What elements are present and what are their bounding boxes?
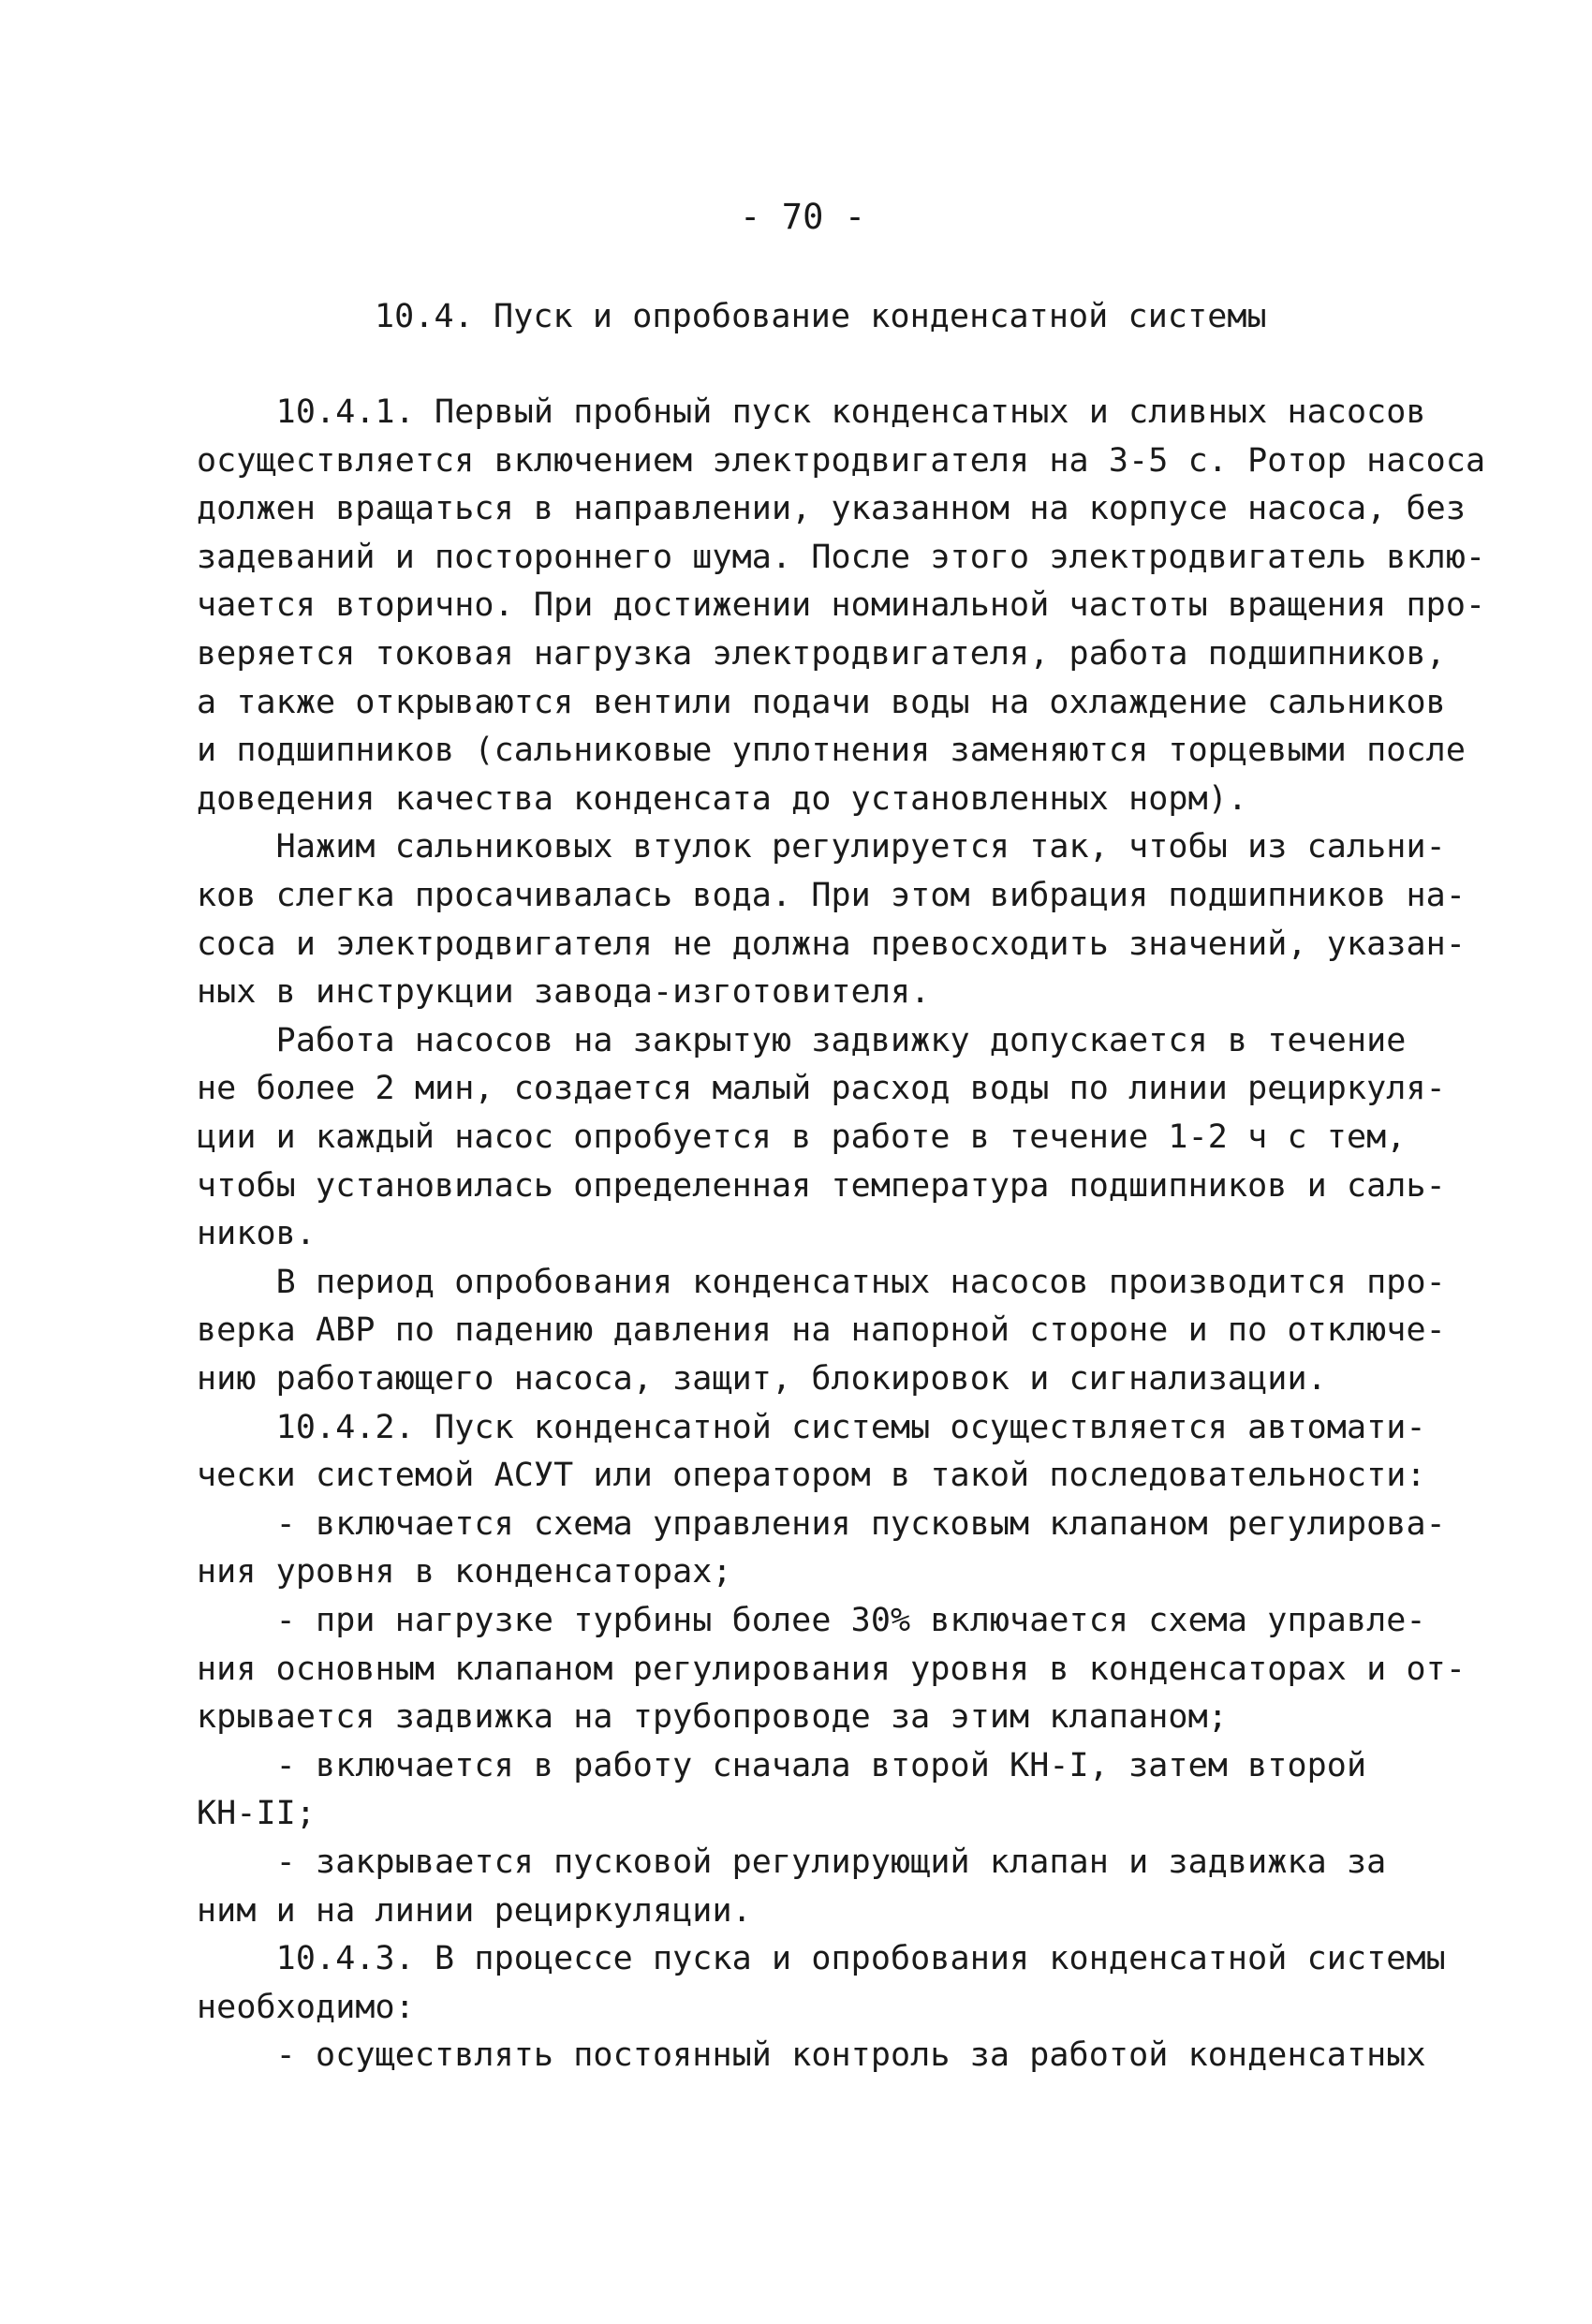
text-line: осуществляется включением электродвигателя на 3-5 с. Ротор насоса — [197, 441, 1486, 480]
text-line: КН-II; — [197, 1795, 317, 1833]
text-line: нию работающего насоса, защит, блокировок и сигнализации. — [197, 1360, 1327, 1398]
text-line: Работа насосов на закрытую задвижку допускается в течение — [197, 1021, 1407, 1059]
text-line: чтобы установилась определенная температура подшипников и саль- — [197, 1166, 1446, 1205]
text-line: ников. — [197, 1215, 317, 1253]
page-number: - 70 - — [740, 197, 866, 237]
text-line: не более 2 мин, создается малый расход воды по линии рециркуля- — [197, 1070, 1446, 1108]
text-line: верка АВР по падению давления на напорной стороне и по отключе- — [197, 1311, 1446, 1350]
text-line: ния уровня в конденсаторах; — [197, 1553, 732, 1591]
text-line: ним и на линии рециркуляции. — [197, 1891, 752, 1930]
text-line: - закрывается пусковой регулирующий клапан и задвижка за — [197, 1843, 1387, 1881]
text-line: чески системой АСУТ или оператором в такой последовательности: — [197, 1457, 1426, 1495]
text-line: а также открываются вентили подачи воды на охлаждение сальников — [197, 683, 1446, 721]
text-line: 10.4.1. Первый пробный пуск конденсатных и сливных насосов — [197, 393, 1426, 431]
text-line: В период опробования конденсатных насосов производится про- — [197, 1263, 1446, 1301]
text-line: 10.4.3. В процессе пуска и опробования конденсатной системы — [197, 1940, 1446, 1978]
text-line: задеваний и постороннего шума. После этого электродвигатель вклю- — [197, 538, 1486, 576]
text-line: должен вращаться в направлении, указанном на корпусе насоса, без — [197, 490, 1466, 528]
text-line: ции и каждый насос опробуется в работе в течение 1-2 ч с тем, — [197, 1118, 1407, 1156]
text-line: веряется токовая нагрузка электродвигателя, работа подшипников, — [197, 635, 1446, 673]
text-line: соса и электродвигателя не должна превосходить значений, указан- — [197, 925, 1466, 963]
text-line: Нажим сальниковых втулок регулируется так, чтобы из сальни- — [197, 828, 1446, 866]
text-line: чается вторично. При достижении номинальной частоты вращения про- — [197, 586, 1486, 625]
text-line: - включается схема управления пусковым клапаном регулирова- — [197, 1504, 1446, 1543]
text-line: ния основным клапаном регулирования уровня в конденсаторах и от- — [197, 1650, 1466, 1688]
text-line: - при нагрузке турбины более 30% включается схема управле- — [197, 1602, 1426, 1639]
text-line: ков слегка просачивалась вода. При этом вибрация подшипников на- — [197, 877, 1466, 914]
text-line: доведения качества конденсата до установленных норм). — [197, 779, 1248, 818]
text-line: - включается в работу сначала второй КН-I, затем второй — [197, 1746, 1367, 1784]
text-line: необходимо: — [197, 1988, 415, 2026]
text-line: - осуществлять постоянный контроль за работой конденсатных — [197, 2036, 1426, 2075]
text-line: ных в инструкции завода-изготовителя. — [197, 973, 931, 1012]
text-line: и подшипников (сальниковые уплотнения заменяются торцевыми после — [197, 732, 1466, 770]
section-heading: 10.4. Пуск и опробование конденсатной системы — [375, 298, 1267, 335]
text-line: крывается задвижка на трубопроводе за этим клапаном; — [197, 1698, 1228, 1737]
text-line: 10.4.2. Пуск конденсатной системы осуществляется автомати- — [197, 1408, 1426, 1446]
